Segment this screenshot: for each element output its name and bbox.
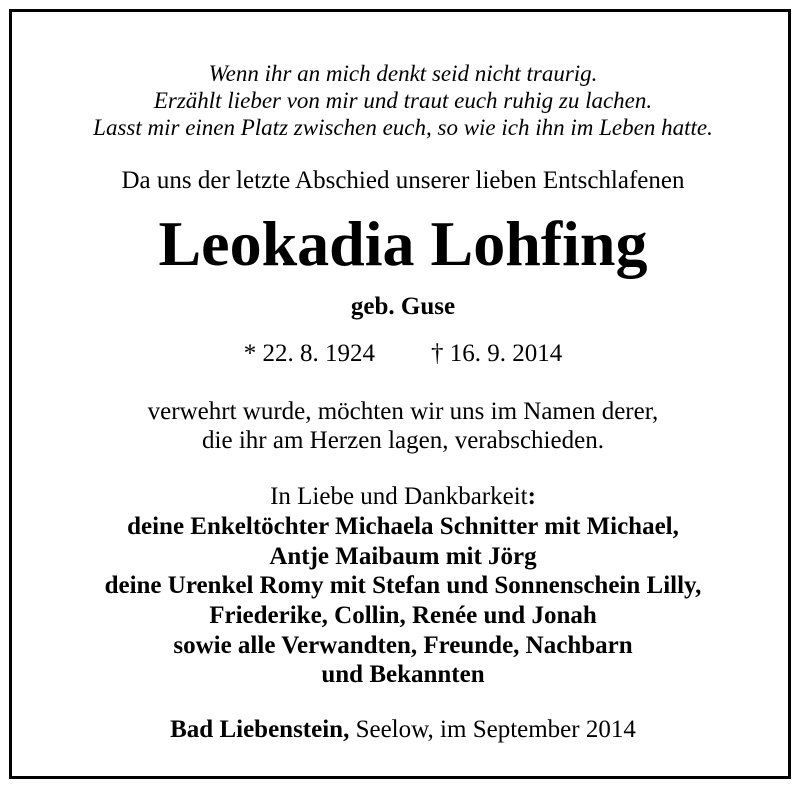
mourner-line-4: Friederike, Collin, Renée und Jonah [209,602,597,629]
mourner-line-1: deine Enkeltöchter Michaela Schnitter mit Michael, [127,513,679,540]
intro-text: Da uns der letzte Abschied unserer lieben Entschlafenen [121,167,685,194]
birth-name: geb. Guse [350,293,456,320]
motto-line-3: Lasst mir einen Platz zwischen euch, so wie ich ihn im Leben hatte. [93,115,713,140]
obituary-frame [9,9,791,779]
message-line-1: verwehrt wurde, möchten wir uns im Namen derer, [147,398,659,425]
place-name: Bad Liebenstein, [170,716,350,743]
motto-line-2: Erzählt lieber von mir und traut euch ruhig zu lachen. [153,88,653,113]
message-line-2: die ihr am Herzen lagen, verabschieden. [202,427,604,454]
death-date: † 16. 9. 2014 [431,340,563,367]
life-dates [12,341,794,366]
mourner-line-5: sowie alle Verwandten, Freunde, Nachbarn [173,632,633,659]
closing-phrase [12,484,794,509]
deceased-name: Leokadia Lohfing [158,208,648,279]
closing-colon: : [527,483,536,510]
place-and-date [12,717,794,742]
mourner-line-2: Antje Maibaum mit Jörg [269,543,537,570]
place-date-rest: Seelow, im September 2014 [349,716,636,743]
motto-line-1: Wenn ihr an mich denkt seid nicht traurig. [208,61,598,86]
closing-text: In Liebe und Dankbarkeit [270,483,528,510]
birth-date: * 22. 8. 1924 [243,340,375,367]
mourner-line-6: und Bekannten [321,661,485,688]
mourner-line-3: deine Urenkel Romy mit Stefan und Sonnenschein Lilly, [104,572,702,599]
